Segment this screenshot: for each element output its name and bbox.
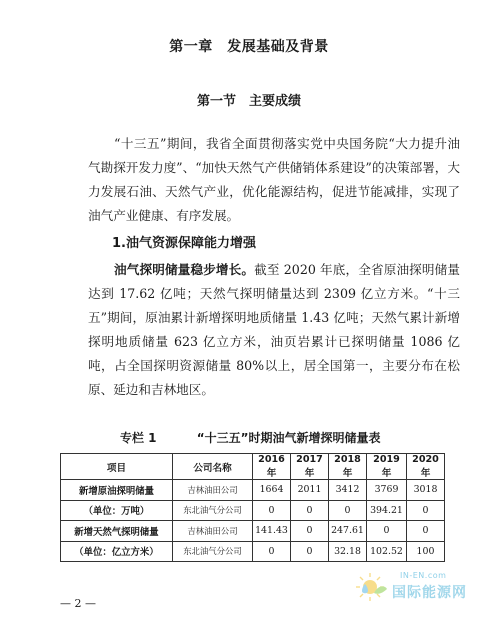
value-cell: 0: [291, 521, 329, 542]
watermark-logo: [352, 567, 492, 607]
value-cell: 0: [253, 500, 291, 521]
table-caption-label: 专栏 1: [120, 431, 157, 445]
intro-paragraph: “十三五”期间，我省全面贯彻落实党中央国务院“大力提升油气勘探开发力度”、“加快天然气产供储销体系建设”的决策部署，大力发展石油、天然气产业，优化能源结构，促进节能减排，实现了油气产业健康、有序发展。: [88, 136, 460, 223]
header-item: 项目: [61, 454, 173, 480]
reserves-paragraph: [88, 258, 460, 402]
item-crude-oil-line1: 新增原油探明储量: [61, 480, 173, 501]
value-cell: 0: [291, 541, 329, 562]
value-cell: 141.43: [253, 521, 291, 542]
value-cell: 0: [367, 521, 407, 542]
header-company: 公司名称: [173, 454, 253, 480]
header-2019: 2019 年: [367, 454, 407, 480]
value-cell: 100: [407, 541, 445, 562]
value-cell: 0: [407, 500, 445, 521]
value-cell: 0: [291, 500, 329, 521]
header-2017: 2017 年: [291, 454, 329, 480]
section-title: 第一节 主要成绩: [196, 94, 301, 109]
reserves-table: [60, 453, 445, 562]
company-cell: 吉林油田公司: [173, 521, 253, 542]
value-cell: 0: [253, 541, 291, 562]
table-row: [61, 521, 445, 542]
watermark-url: IN-EN.com: [400, 571, 447, 580]
value-cell: 3769: [367, 480, 407, 501]
header-2020: 2020 年: [407, 454, 445, 480]
table-header-row: [61, 454, 445, 480]
header-2016: 2016 年: [253, 454, 291, 480]
value-cell: 3412: [329, 480, 367, 501]
item-natural-gas-line1: 新增天然气探明储量: [61, 521, 173, 542]
chapter-title: 第一章 发展基础及背景: [169, 39, 329, 55]
value-cell: 394.21: [367, 500, 407, 521]
item-crude-oil-line2: （单位：万吨）: [61, 500, 173, 521]
company-cell: 吉林油田公司: [173, 480, 253, 501]
table-caption: [120, 429, 381, 446]
value-cell: 0: [407, 521, 445, 542]
header-2018: 2018 年: [329, 454, 367, 480]
table-row: [61, 500, 445, 521]
sun-leaf-icon: [352, 571, 388, 603]
value-cell: 2011: [291, 480, 329, 501]
reserves-paragraph-body: 截至 2020 年底，全省原油探明储量达到 17.62 亿吨；天然气探明储量达到 2309 亿立方米。“十三五”期间，原油累计新增探明地质储量 1.43 亿吨；天然气累计新增探明地质储量 623 亿立方米，油页岩累计已探明储量 1086 亿吨，占全国探明资源储量 80%以上，居全国第一，主要分布在松原、延边和吉林地区。: [88, 262, 460, 397]
value-cell: 1664: [253, 480, 291, 501]
watermark-name: 国际能源网: [392, 585, 467, 601]
value-cell: 3018: [407, 480, 445, 501]
reserves-paragraph-lead: 油气探明储量稳步增长。: [114, 262, 255, 277]
page-number: — 2 —: [60, 597, 96, 610]
item-natural-gas-line2: （单位：亿立方米）: [61, 541, 173, 562]
company-cell: 东北油气分公司: [173, 541, 253, 562]
company-cell: 东北油气分公司: [173, 500, 253, 521]
value-cell: 247.61: [329, 521, 367, 542]
value-cell: 32.18: [329, 541, 367, 562]
table-row: [61, 541, 445, 562]
table-caption-title: “十三五”时期油气新增探明储量表: [196, 431, 381, 445]
subheading-oil-gas-resources: 1.油气资源保障能力增强: [112, 236, 256, 251]
value-cell: 0: [329, 500, 367, 521]
table-row: [61, 480, 445, 501]
value-cell: 102.52: [367, 541, 407, 562]
